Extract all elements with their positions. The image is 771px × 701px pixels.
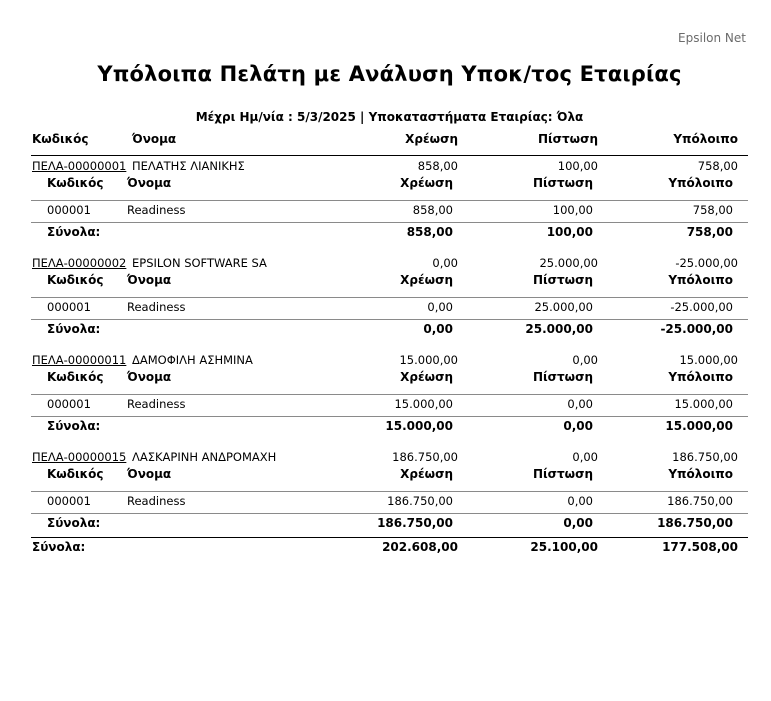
customer-debit: 15.000,00 [399, 353, 458, 367]
branch-balance: -25.000,00 [670, 300, 733, 314]
customer-name: ΔΑΜΟΦΙΛΗ ΑΣΗΜΙΝΑ [132, 353, 253, 367]
branch-header-name: Όνομα [127, 467, 172, 481]
customer-credit: 25.000,00 [539, 256, 598, 270]
branch-debit: 0,00 [427, 300, 453, 314]
grand-totals-balance: 177.508,00 [662, 540, 738, 554]
branch-totals-debit: 186.750,00 [377, 516, 453, 530]
report-subtitle: Μέχρι Ημ/νία : 5/3/2025 | Υποκαταστήματα Εταιρίας: Όλα [195, 110, 584, 124]
customer-balance: -25.000,00 [675, 256, 738, 270]
branch-totals-credit: 0,00 [563, 419, 593, 433]
report-title: Υπόλοιπα Πελάτη με Ανάλυση Υποκ/τος Εταιρίας [97, 62, 682, 86]
grand-totals-divider [31, 537, 748, 538]
branch-totals-credit: 100,00 [546, 225, 593, 239]
branch-totals-divider [31, 416, 748, 417]
branch-header-credit: Πίστωση [532, 176, 593, 190]
customer-debit: 0,00 [432, 256, 458, 270]
grand-totals-label: Σύνολα: [32, 540, 86, 554]
branch-totals-credit: 25.000,00 [525, 322, 593, 336]
branch-header-code: Κωδικός [47, 273, 104, 287]
customer-name: EPSILON SOFTWARE SA [132, 256, 267, 270]
column-header-name: Όνομα [132, 132, 177, 146]
branch-credit: 25.000,00 [534, 300, 593, 314]
branch-header-code: Κωδικός [47, 176, 104, 190]
branch-balance: 758,00 [692, 203, 733, 217]
branch-totals-label: Σύνολα: [47, 516, 101, 530]
branch-totals-label: Σύνολα: [47, 322, 101, 336]
customer-balance: 758,00 [697, 159, 738, 173]
branch-header-divider [31, 491, 748, 492]
branch-header-balance: Υπόλοιπο [668, 467, 733, 481]
customer-code-link[interactable]: ΠΕΛΑ-00000011 [32, 353, 127, 367]
branch-header-name: Όνομα [127, 273, 172, 287]
brand-label: Epsilon Net [678, 31, 746, 45]
branch-header-code: Κωδικός [47, 370, 104, 384]
customer-name: ΠΕΛΑΤΗΣ ΛΙΑΝΙΚΗΣ [132, 159, 245, 173]
customer-code-link[interactable]: ΠΕΛΑ-00000002 [32, 256, 127, 270]
branch-name: Readiness [127, 397, 186, 411]
branch-debit: 858,00 [412, 203, 453, 217]
branch-totals-divider [31, 319, 748, 320]
customer-debit: 186.750,00 [392, 450, 458, 464]
branch-code: 000001 [47, 203, 91, 217]
branch-totals-balance: 15.000,00 [665, 419, 733, 433]
branch-header-debit: Χρέωση [400, 176, 453, 190]
branch-totals-label: Σύνολα: [47, 225, 101, 239]
branch-totals-label: Σύνολα: [47, 419, 101, 433]
customer-credit: 0,00 [572, 353, 598, 367]
branch-balance: 186.750,00 [667, 494, 733, 508]
branch-credit: 0,00 [567, 494, 593, 508]
customer-balance: 15.000,00 [679, 353, 738, 367]
branch-totals-divider [31, 222, 748, 223]
branch-header-debit: Χρέωση [400, 273, 453, 287]
branch-header-credit: Πίστωση [532, 467, 593, 481]
customer-debit: 858,00 [417, 159, 458, 173]
branch-code: 000001 [47, 397, 91, 411]
branch-debit: 15.000,00 [394, 397, 453, 411]
branch-totals-divider [31, 513, 748, 514]
branch-totals-debit: 0,00 [423, 322, 453, 336]
branch-header-credit: Πίστωση [532, 370, 593, 384]
grand-totals-credit: 25.100,00 [530, 540, 598, 554]
branch-totals-balance: 758,00 [686, 225, 733, 239]
column-header-debit: Χρέωση [405, 132, 458, 146]
branch-header-debit: Χρέωση [400, 370, 453, 384]
customer-code-link[interactable]: ΠΕΛΑ-00000015 [32, 450, 127, 464]
grand-totals-debit: 202.608,00 [382, 540, 458, 554]
branch-name: Readiness [127, 203, 186, 217]
branch-header-credit: Πίστωση [532, 273, 593, 287]
branch-credit: 100,00 [552, 203, 593, 217]
branch-credit: 0,00 [567, 397, 593, 411]
branch-totals-balance: -25.000,00 [660, 322, 733, 336]
branch-balance: 15.000,00 [674, 397, 733, 411]
column-header-balance: Υπόλοιπο [673, 132, 738, 146]
branch-code: 000001 [47, 300, 91, 314]
branch-header-balance: Υπόλοιπο [668, 176, 733, 190]
branch-totals-debit: 15.000,00 [385, 419, 453, 433]
customer-credit: 100,00 [557, 159, 598, 173]
branch-header-balance: Υπόλοιπο [668, 370, 733, 384]
branch-debit: 186.750,00 [387, 494, 453, 508]
column-header-credit: Πίστωση [537, 132, 598, 146]
branch-header-name: Όνομα [127, 370, 172, 384]
branch-totals-debit: 858,00 [406, 225, 453, 239]
branch-header-divider [31, 200, 748, 201]
branch-totals-credit: 0,00 [563, 516, 593, 530]
customer-code-link[interactable]: ΠΕΛΑ-00000001 [32, 159, 127, 173]
branch-header-divider [31, 394, 748, 395]
column-header-code: Κωδικός [32, 132, 89, 146]
customer-credit: 0,00 [572, 450, 598, 464]
branch-totals-balance: 186.750,00 [657, 516, 733, 530]
branch-header-code: Κωδικός [47, 467, 104, 481]
branch-header-balance: Υπόλοιπο [668, 273, 733, 287]
customer-name: ΛΑΣΚΑΡΙΝΗ ΑΝΔΡΟΜΑΧΗ [132, 450, 277, 464]
branch-header-divider [31, 297, 748, 298]
branch-header-name: Όνομα [127, 176, 172, 190]
customer-balance: 186.750,00 [672, 450, 738, 464]
branch-header-debit: Χρέωση [400, 467, 453, 481]
branch-code: 000001 [47, 494, 91, 508]
branch-name: Readiness [127, 300, 186, 314]
branch-name: Readiness [127, 494, 186, 508]
